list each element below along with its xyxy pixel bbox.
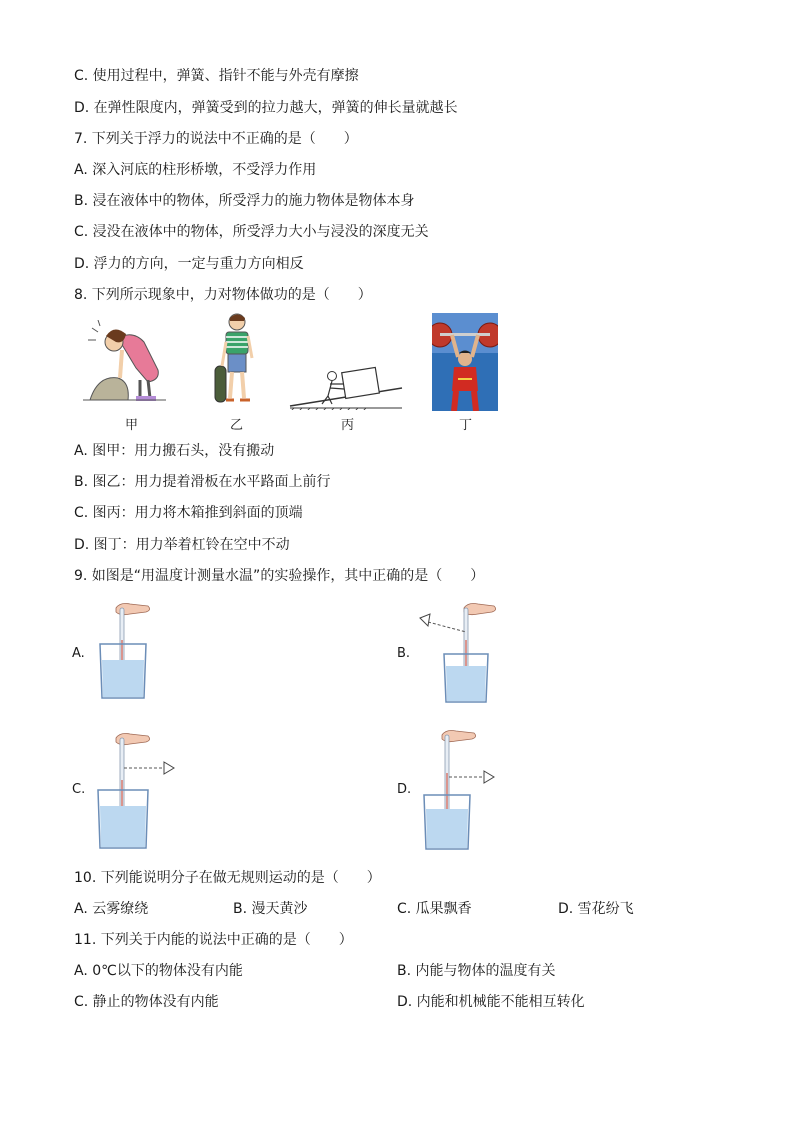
q10-stem: 10. 下列能说明分子在做无规则运动的是（ ）	[74, 870, 381, 886]
q11-option-d: D. 内能和机械能不能相互转化	[397, 994, 585, 1010]
q9-figure-a-thermometer-touching-bottom	[96, 600, 160, 702]
q10-option-b: B. 漫天黄沙	[233, 901, 308, 917]
q7-option-a: A. 深入河底的柱形桥墩，不受浮力作用	[74, 162, 317, 178]
q8-caption-bing: 丙	[341, 418, 355, 433]
q6-option-d: D. 在弹性限度内，弹簧受到的拉力越大，弹簧的伸长量就越长	[74, 100, 458, 116]
q11-option-a: A. 0℃以下的物体没有内能	[74, 963, 243, 979]
q9-stem: 9. 如图是“用温度计测量水温”的实验操作，其中正确的是（ ）	[74, 568, 485, 584]
q9-label-b: B.	[397, 646, 411, 661]
q8-caption-jia: 甲	[125, 418, 139, 433]
q8-option-c: C. 图丙：用力将木箱推到斜面的顶端	[74, 505, 303, 521]
q8-option-a: A. 图甲：用力搬石头，没有搬动	[74, 443, 275, 459]
q8-option-b: B. 图乙：用力提着滑板在水平路面上前行	[74, 474, 331, 490]
figure-bing-pushing-box-up-slope	[288, 362, 406, 410]
q11-option-c: C. 静止的物体没有内能	[74, 994, 219, 1010]
figure-ding-weightlifter	[432, 313, 498, 411]
q8-caption-yi: 乙	[230, 418, 244, 433]
q10-option-a: A. 云雾缭绕	[74, 901, 149, 917]
q6-option-c: C. 使用过程中，弹簧、指针不能与外壳有摩擦	[74, 68, 359, 84]
figure-jia-lifting-stone	[78, 320, 170, 405]
q9-label-a: A.	[72, 646, 85, 661]
q7-option-d: D. 浮力的方向，一定与重力方向相反	[74, 256, 304, 272]
q9-figure-c-eye-looking-up	[94, 730, 176, 850]
q10-option-c: C. 瓜果飘香	[397, 901, 472, 917]
q9-label-d: D.	[397, 782, 412, 797]
q8-option-d: D. 图丁：用力举着杠铃在空中不动	[74, 537, 290, 553]
q11-stem: 11. 下列关于内能的说法中正确的是（ ）	[74, 932, 353, 948]
q9-label-c: C.	[72, 782, 86, 797]
figure-yi-carrying-skateboard	[212, 312, 260, 410]
q7-option-b: B. 浸在液体中的物体，所受浮力的施力物体是物体本身	[74, 193, 415, 209]
q10-option-d: D. 雪花纷飞	[558, 901, 634, 917]
q9-figure-b-eye-looking-down	[418, 600, 498, 704]
q8-stem: 8. 下列所示现象中，力对物体做功的是（ ）	[74, 287, 372, 303]
q11-option-b: B. 内能与物体的温度有关	[397, 963, 556, 979]
q8-caption-ding: 丁	[459, 418, 473, 433]
q9-figure-d-eye-level	[418, 727, 498, 851]
q7-stem: 7. 下列关于浮力的说法中不正确的是（ ）	[74, 131, 358, 147]
q7-option-c: C. 浸没在液体中的物体，所受浮力大小与浸没的深度无关	[74, 224, 429, 240]
